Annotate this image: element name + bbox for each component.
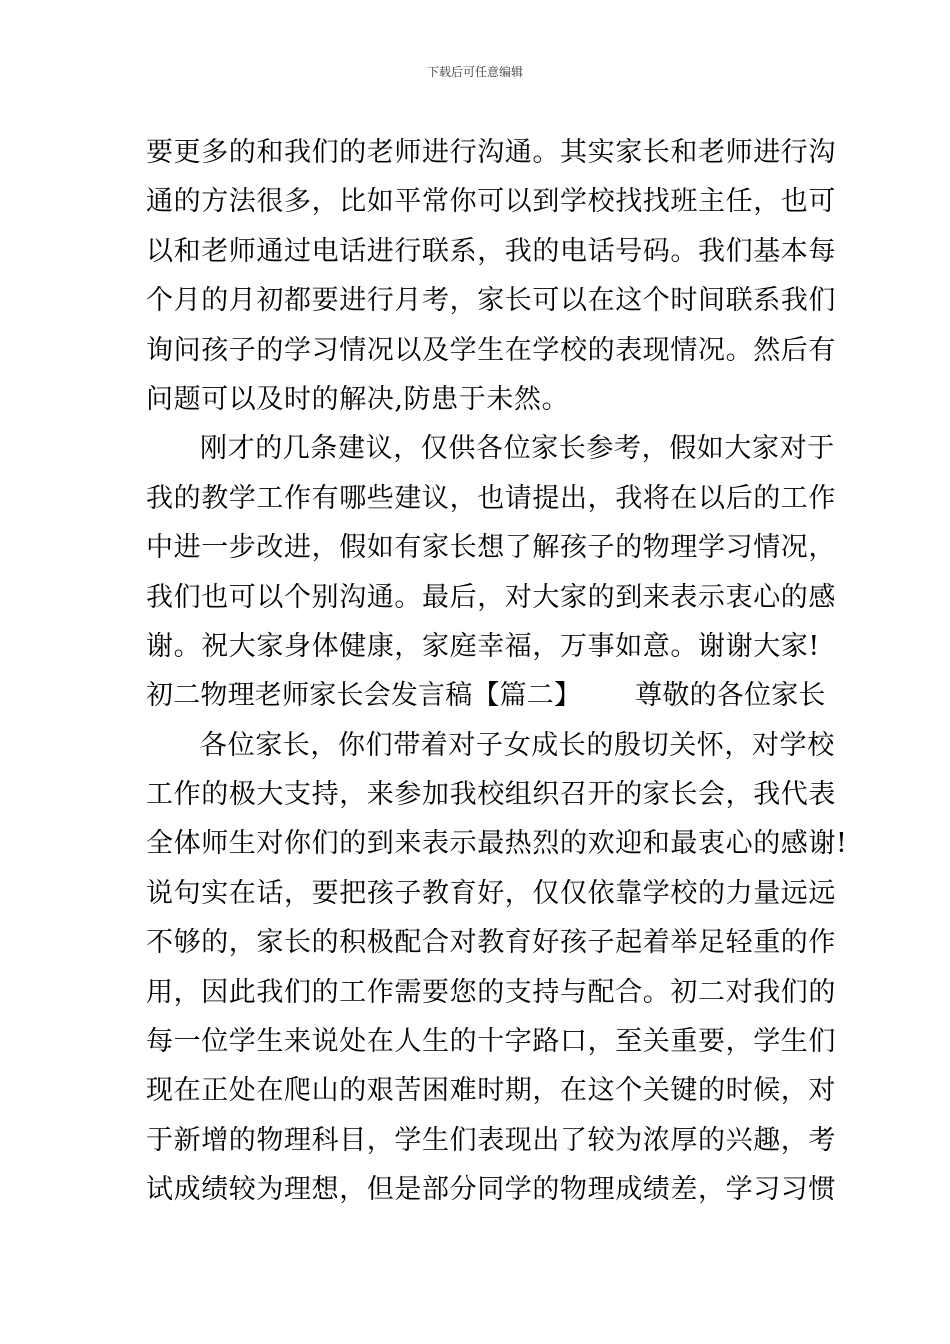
text-line: 说句实在话，要把孩子教育好，仅仅依靠学校的力量远远 — [146, 877, 836, 909]
section-heading — [146, 671, 826, 720]
paragraph-first-line: 刚才的几条建议，仅供各位家长参考，假如大家对于 — [200, 433, 835, 465]
text-line: 现在正处在爬山的艰苦困难时期，在这个关键的时候，对 — [146, 1075, 836, 1107]
text-line: 以和老师通过电话进行联系，我的电话号码。我们基本每 — [146, 235, 836, 267]
text-line: 用，因此我们的工作需要您的支持与配合。初二对我们的 — [146, 976, 836, 1008]
paragraph-first-line: 各位家长，你们带着对子女成长的殷切关怀，对学校 — [200, 729, 835, 761]
text-line: 每一位学生来说处在人生的十字路口，至关重要，学生们 — [146, 1026, 836, 1058]
text-line: 我的教学工作有哪些建议，也请提出，我将在以后的工作 — [146, 482, 836, 514]
text-line: 于新增的物理科目，学生们表现出了较为浓厚的兴趣，考 — [146, 1124, 836, 1156]
page-header: 下载后可任意编辑 — [426, 65, 523, 79]
text-line: 中进一步改进，假如有家长想了解孩子的物理学习情况， — [146, 532, 836, 564]
text-line: 工作的极大支持，来参加我校组织召开的家长会，我代表 — [146, 779, 836, 811]
text-line: 我们也可以个别沟通。最后，对大家的到来表示衷心的感 — [146, 581, 836, 613]
salutation: 尊敬的各位家长 — [635, 680, 826, 712]
text-line: 通的方法很多，比如平常你可以到学校找找班主任，也可 — [146, 186, 836, 218]
text-line: 要更多的和我们的老师进行沟通。其实家长和老师进行沟 — [146, 137, 836, 168]
text-line: 谢。祝大家身体健康，家庭幸福，万事如意。谢谢大家! — [146, 630, 820, 662]
section-title: 初二物理老师家长会发言稿【篇二】 — [146, 680, 582, 712]
text-line: 全体师生对你们的到来表示最热烈的欢迎和最衷心的感谢! — [146, 828, 848, 860]
text-line: 个月的月初都要进行月考，家长可以在这个时间联系我们 — [146, 285, 836, 317]
text-line: 不够的，家长的积极配合对教育好孩子起着举足轻重的作 — [146, 927, 836, 959]
document-body — [146, 128, 848, 1215]
text-line: 试成绩较为理想，但是部分同学的物理成绩差，学习习惯 — [146, 1174, 836, 1206]
text-line: 询问孩子的学习情况以及学生在学校的表现情况。然后有 — [146, 334, 836, 366]
text-line: 问题可以及时的解决,防患于未然。 — [146, 383, 570, 415]
